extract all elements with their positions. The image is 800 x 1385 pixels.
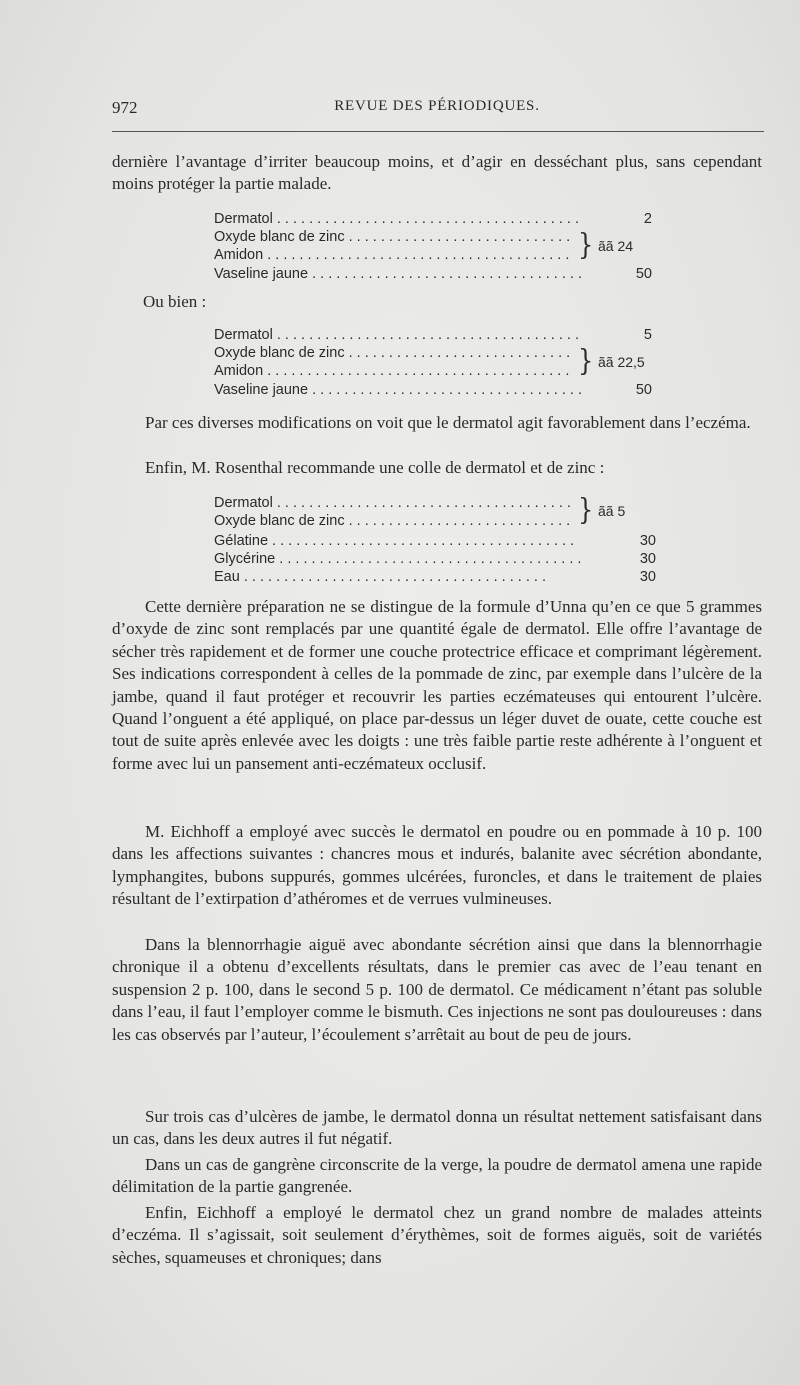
gangrene-paragraph: Dans un cas de gangrène circonscrite de la verge, la poudre de dermatol amena une rapide délimitation de la partie gangrenée. bbox=[112, 1155, 762, 1197]
brace-symbol: } bbox=[578, 228, 594, 262]
formula-3-line: Oxyde blanc de zinc . . . bbox=[214, 512, 574, 535]
formula-3-line: Eau . . . bbox=[214, 568, 584, 591]
formula-3-value: 30 bbox=[639, 533, 656, 549]
unna-paragraph: Cette dernière préparation ne se distingue de la formule d’Unna qu’en ce que 5 grammes d’oxyde de zinc sont remplacés par une quantité égale de dermatol. Elle offre l’avantage de sécher très rapidement et de former une couche protectrice efficace et comprimant légèrement. Ses indications correspondent à celles de la pommade de zinc, par exemple dans l’ulcère de la jambe, quand il faut protéger et recouvrir les parties eczémateuses qui entourent l’ulcère. Quand l’onguent a été appliqué, on place par-dessus un léger duvet de ouate, cette couche est tout de suite après enlevée avec les doigts : une très faible partie reste adhérente à l’onguent et forme avec lui un pansement anti-eczémateux occlusif. bbox=[112, 597, 762, 773]
page-number: 972 bbox=[112, 98, 138, 117]
formula-3-brace-value: ãã 5 bbox=[598, 503, 626, 519]
formula-3-value: 30 bbox=[639, 551, 656, 567]
formula-2-line: Vaseline jaune . . . bbox=[214, 381, 584, 404]
ulceres-paragraph: Sur trois cas d’ulcères de jambe, le dermatol donna un résultat nettement satisfaisant dans un cas, dans les deux autres il fut négatif. bbox=[112, 1107, 762, 1149]
running-title: REVUE DES PÉRIODIQUES. bbox=[334, 98, 540, 114]
formula-2-line: Oxyde blanc de zinc . . . bbox=[214, 344, 574, 367]
formula-1-value: 2 bbox=[643, 211, 652, 227]
formula-1-line: Vaseline jaune . . . bbox=[214, 265, 584, 288]
header-rule bbox=[112, 131, 764, 132]
rosenthal-paragraph: Enfin, M. Rosenthal recommande une colle de dermatol et de zinc : bbox=[145, 458, 605, 477]
intro-paragraph: dernière l’avantage d’irriter beaucoup moins, et d’agir en desséchant plus, sans cependant moins protéger la partie malade. bbox=[112, 152, 762, 194]
formula-1-brace-value: ãã 24 bbox=[598, 238, 634, 254]
formula-3-line: Gélatine . . . bbox=[214, 532, 584, 555]
blennorrhagie-paragraph: Dans la blennorrhagie aiguë avec abondante sécrétion ainsi que dans la blennorrhagie chronique il a obtenu d’excellents résultats, dans le premier cas avec de l’eau tenant en suspension 2 p. 100, dans le second 5 p. 100 de dermatol. Ce médicament n’étant pas soluble dans l’eau, il faut l’employer comme le bismuth. Ces injections ne sont pas douloureuses : dans les cas observés par l’auteur, l’écoulement s’arrêtait au bout de peu de jours. bbox=[112, 935, 762, 1044]
formula-1-line: Amidon . . . bbox=[214, 246, 574, 269]
formula-2-line: Dermatol . . . bbox=[214, 326, 584, 349]
formula-1-line: Dermatol . . . bbox=[214, 210, 584, 233]
running-header bbox=[112, 98, 762, 124]
formula-2-line: Amidon . . . bbox=[214, 362, 574, 385]
formula-2-value: 5 bbox=[643, 327, 652, 343]
eichhoff-paragraph-1: M. Eichhoff a employé avec succès le dermatol en poudre ou en pommade à 10 p. 100 dans les affections suivantes : chancres mous et indurés, balanite avec sécrétion abondante, lymphangites, bubons suppurés, gommes ulcérées, furoncles, et dans le traitement de plaies résultant de l’extirpation d’athéromes et de verrues vulmineuses. bbox=[112, 822, 762, 909]
brace-symbol: } bbox=[578, 493, 594, 527]
brace-symbol: } bbox=[578, 344, 594, 378]
ou-bien-label: Ou bien : bbox=[143, 292, 207, 311]
modifications-paragraph: Par ces diverses modifications on voit que le dermatol agit favorablement dans l’eczéma. bbox=[145, 413, 751, 432]
formula-1-value: 50 bbox=[635, 266, 652, 282]
eichhoff-paragraph-2: Enfin, Eichhoff a employé le dermatol chez un grand nombre de malades atteints d’eczéma. Il s’agissait, soit seulement d’érythèmes, soit de formes aiguës, soit de variétés sèches, squameuses et chroniques; dans bbox=[112, 1203, 762, 1267]
formula-3-line: Dermatol . . . bbox=[214, 494, 574, 517]
formula-3-line: Glycérine . . . bbox=[214, 550, 584, 573]
formula-2-value: 50 bbox=[635, 382, 652, 398]
formula-1-line: Oxyde blanc de zinc . . . bbox=[214, 228, 574, 251]
formula-3-value: 30 bbox=[639, 569, 656, 585]
formula-2-brace-value: ãã 22,5 bbox=[598, 354, 645, 370]
